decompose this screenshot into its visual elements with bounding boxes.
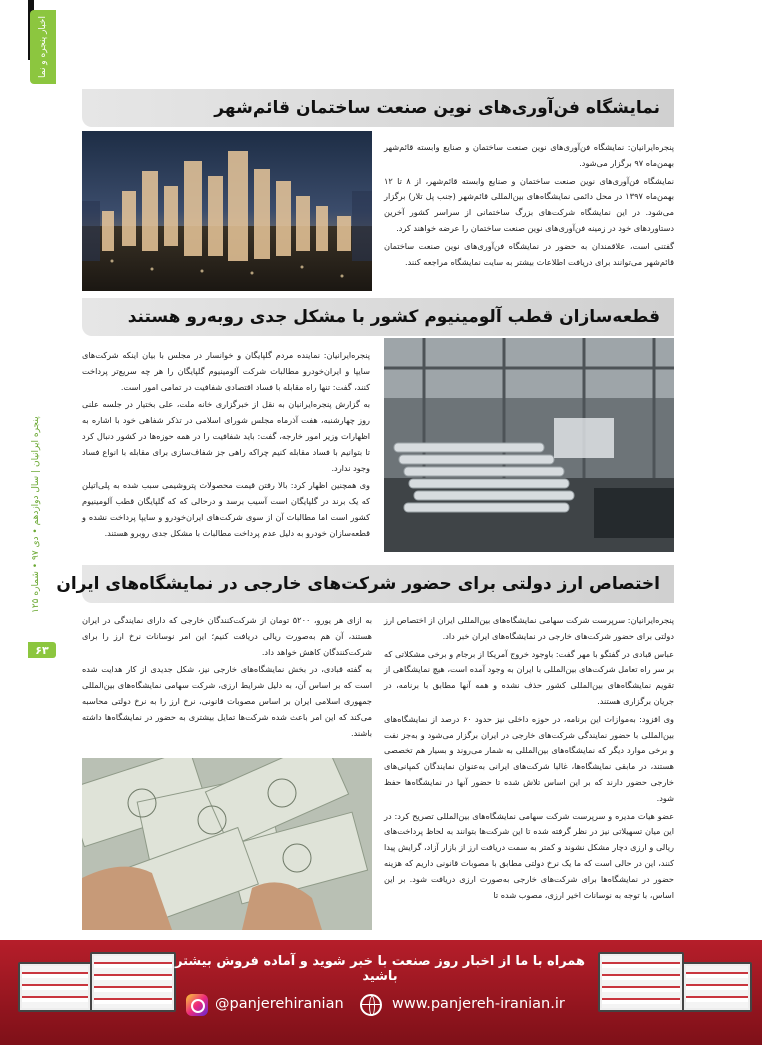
article-3-paragraph: عباس قبادی در گفتگو با مهر گفت: باوجود خروج آمریکا از برجام و برخی مشکلاتی که بر سر راه تعامل شرکت‌های بین‌المللی با ایران به وجود آمده است، هیچ نمایشگاهی از تقویم نمایشگاه‌های بین‌المللی کشور حذف نشده و همه آنها مطابق با برنامه، در جریان برگزاری هستند. bbox=[383, 648, 674, 706]
website-link[interactable]: www.panjereh-iranian.ir bbox=[392, 996, 565, 1012]
article-2-paragraph: پنجره‌ایرانیان: نماینده مردم گلپایگان و خوانسار در مجلس با بیان اینکه شرکت‌های سایپا و ایران‌خودرو مطالبات شرکت آلومینیوم گلپایگان را هر چه سریع‌تر پرداخت کنند، گفت: تنها راه مقابله با فساد اقتصادی شفافیت در تمامی امور است. bbox=[82, 350, 370, 392]
article-3-headline-bar bbox=[56, 565, 674, 603]
article-1-headline: نمایشگاه فن‌آوری‌های نوین صنعت ساختمان قائم‌شهر bbox=[214, 98, 660, 118]
article-1-paragraph: گفتنی است، علاقمندان به حضور در نمایشگاه فن‌آوری‌های نوین صنعت ساختمان قائم‌شهر می‌توانند برای دریافت اطلاعات بیشتر به سایت نمایشگاه مراجعه کنند. bbox=[384, 240, 674, 267]
article-3-paragraph: پنجره‌ایرانیان: سرپرست شرکت سهامی نمایشگاه‌های بین‌المللی ایران از اختصاص ارز دولتی برای حضور شرکت‌های خارجی در نمایشگاه‌های ایران خبر داد. bbox=[384, 615, 674, 641]
page-number: ۶۳ bbox=[28, 642, 56, 658]
article-2-headline: قطعه‌سازان قطب آلومینیوم کشور با مشکل جدی روبه‌رو هستند bbox=[127, 307, 660, 327]
article-3-paragraph: وی افزود: به‌موازات این برنامه، در حوزه داخلی نیز حدود ۶۰ درصد از نمایشگاه‌های بین‌المللی با حضور نمایندگی شرکت‌های خارجی در ایران برگزار می‌شود و به‌جز نفت و برخی موارد دیگر که نمایشگاه‌های بین‌المللی به شمار می‌روند و بسیار هم تخصصی هستند، در مابقی نمایشگاه‌ها، غالبا شرکت‌های ایرانی به‌عنوان نمایندگان کمپانی‌های خارجی حضور دارند که بر این اساس تلاش شده تا حضور آنها در نمایشگاه‌ها حفظ شود. bbox=[384, 713, 674, 803]
article-3-paragraph: عضو هیات مدیره و سرپرست شرکت سهامی نمایشگاه‌های بین‌المللی تصریح کرد: در این میان تسهیلاتی نیز در نظر گرفته شده تا این شرکت‌ها بتوانند به لحاظ پرداخت‌های ریالی و ارزی دچار مشکل نشوند و کمتر به سمت دریافت ارز از بازار آزاد، گرایش پیدا کنند، این در حالی است که ما یک نرخ دولتی مطابق با مصوبات قانونی داریم که هزینه حضور در نمایشگاه‌ها برای شرکت‌های خارجی به‌صورت ارزی دریافت شود. بر این اساس، با توجه به نوسانات اخیر ارزی، مصوب شده تا bbox=[384, 810, 674, 900]
aluminium-factory-photo bbox=[384, 338, 674, 552]
globe-icon bbox=[360, 994, 382, 1016]
article-3-paragraph: به گفته قبادی، در بخش نمایشگاه‌های خارجی نیز، شکل جدیدی از کار هدایت شده است که بر اساس آن، به دلیل شرایط ارزی، شرکت سهامی نمایشگاه‌های بین‌المللی جمهوری اسلامی ایران بر اساس مصوبات قانونی، نرخ ارز را به نرخ دولتی محاسبه می‌کند که این امر باعث شده شرکت‌ها تمایل بیشتری به حضور در نمایشگاه‌ها داشته باشند. bbox=[82, 664, 372, 738]
money-counting-photo bbox=[82, 758, 372, 930]
article-3-body-right bbox=[384, 613, 674, 905]
section-tab: اخبار پنجره و نما bbox=[30, 10, 56, 84]
article-2-headline-bar bbox=[82, 298, 674, 336]
article-2-paragraph: به گزارش پنجره‌ایرانیان به نقل از خبرگزاری خانه ملت، علی بختیار در جلسه علنی روز چهارشنبه، هفت آذرماه مجلس شورای اسلامی در تذکر شفاهی خود با اشاره به اظهارات وزیر امور خارجه، گفت: باید شفافیت را در همه حوزه‌ها در کشور دنبال کرد تا بتوانیم با فساد مقابله کنیم چراکه راهی جز شفاف‌سازی برای مقابله با انواع فساد وجود ندارد. bbox=[82, 399, 370, 473]
monitor-illustration bbox=[18, 962, 92, 1012]
article-1-body bbox=[384, 140, 674, 272]
banner-tagline: همراه با ما از اخبار روز صنعت با خبر شوید و آماده فروش بیشتر باشید bbox=[174, 954, 586, 984]
article-3-body-left bbox=[82, 613, 372, 743]
article-1-paragraph: پنجره‌ایرانیان: نمایشگاه فن‌آوری‌های نوین صنعت ساختمان و صنایع وابسته قائم‌شهر بهمن‌ماه ۹۷ برگزار می‌شود. bbox=[384, 142, 674, 168]
article-1-paragraph: نمایشگاه فن‌آوری‌های نوین صنعت ساختمان و صنایع وابسته قائم‌شهر، از ۸ تا ۱۲ بهمن‌ماه ۱۳۹۷ در محل دائمی نمایشگاه‌های بین‌المللی قائم‌شهر (جنب پل تلار) برگزار می‌شود. در این نمایشگاه شرکت‌های بزرگ ساختمانی از سراسر کشور آخرین دستاوردهای خود در زمینه فن‌آوری‌های نوین صنعت ساختمان را عرضه خواهند کرد. bbox=[384, 175, 675, 233]
article-3-headline: اختصاص ارز دولتی برای حضور شرکت‌های خارجی در نمایشگاه‌های ایران bbox=[56, 574, 660, 594]
article-2-body bbox=[82, 348, 370, 544]
monitor-illustration bbox=[598, 952, 684, 1012]
article-3-paragraph: به ازای هر یورو، ۵۲۰۰ تومان از شرکت‌کنندگان خارجی که دارای نمایندگی در ایران هستند، آن هم به‌صورت ریالی دریافت کنیم؛ این امر نوسانات نرخ ارز را برای شرکت‌کنندگان کاهش خواهد داد. bbox=[82, 615, 372, 657]
article-1-headline-bar bbox=[82, 89, 674, 127]
instagram-icon bbox=[186, 994, 208, 1016]
article-2-paragraph: وی همچنین اظهار کرد: بالا رفتن قیمت محصولات پتروشیمی سبب شده به پلی‌اتیلن که یک برند در گلپایگان است آسیب برسد و درحالی که که گلپایگان قطب آلومینیوم کشور است اما مطالبات آن از سوی شرکت‌های ایران‌خودرو و سایپا پرداخت نشده و قطعه‌سازان خودرو به دلیل عدم پرداخت مطالبات با مشکل جدی روبرو هستند. bbox=[82, 480, 370, 538]
instagram-handle[interactable]: @panjerehiranian bbox=[215, 996, 344, 1012]
city-skyline-photo bbox=[82, 131, 372, 291]
monitor-illustration bbox=[90, 952, 176, 1012]
promo-banner bbox=[0, 940, 762, 1045]
issue-info-rail: پنجره ایرانیان | سال دوازدهم • دی ۹۷ • شماره ۱۲۵ bbox=[31, 416, 41, 614]
monitor-illustration bbox=[682, 962, 752, 1012]
